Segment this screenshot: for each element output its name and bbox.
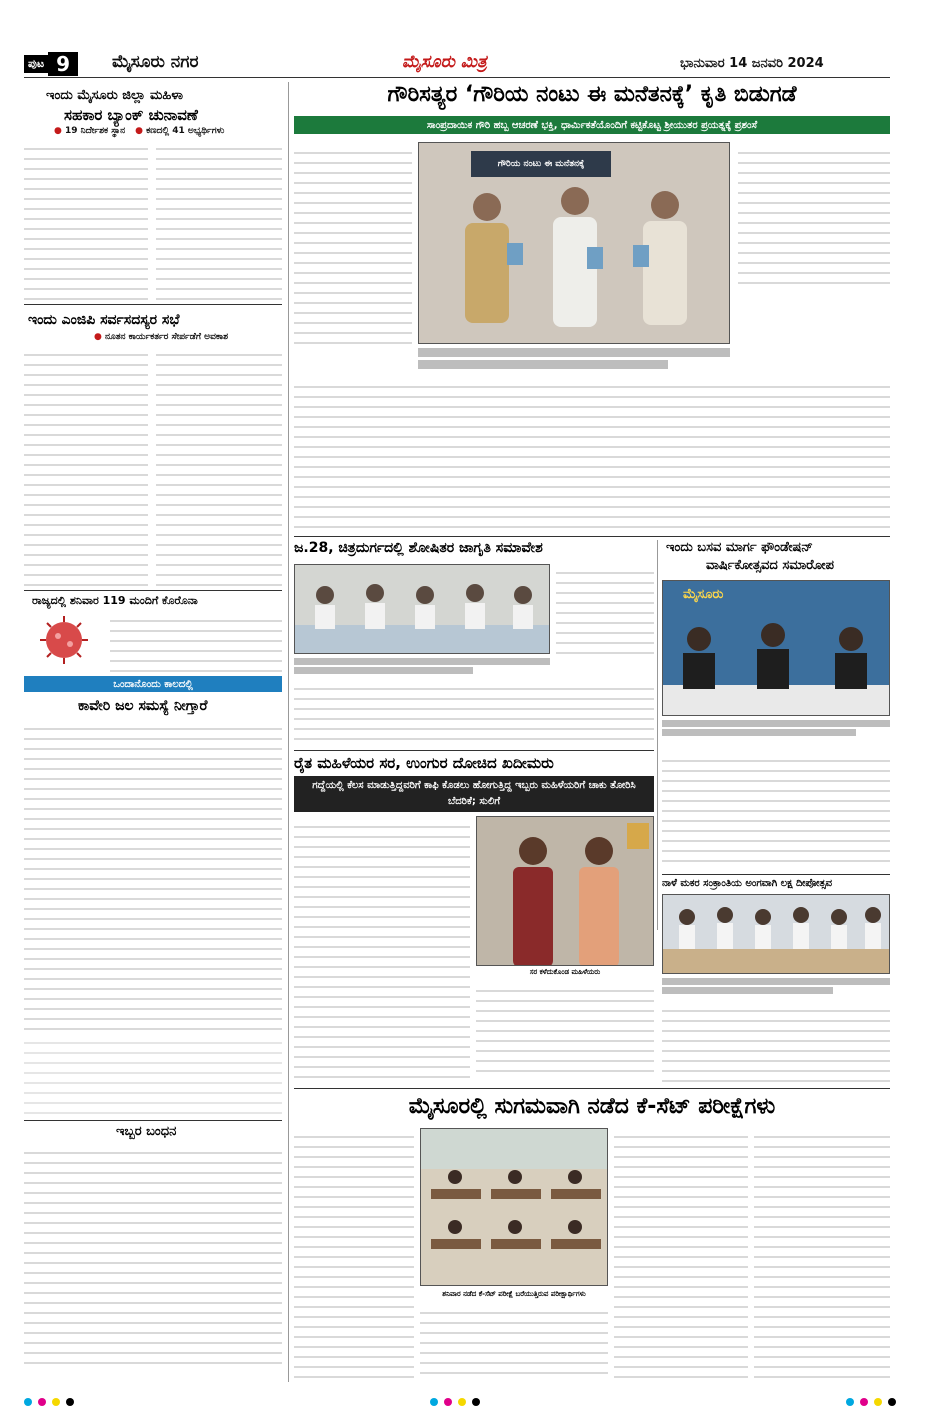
lead-deck: ಸಾಂಪ್ರದಾಯಿಕ ಗೌರಿ ಹಬ್ಬ ಆಚರಣೆ ಭಕ್ತಿ, ಧಾರ್ಮಿಕತೆಯೊಂದಿಗೆ ಕಟ್ಟಿಕೊಟ್ಟ ಶ್ರೀಯುತರ ಪ್ರಯತ್ನಕ್ಕೆ ಪ್ರಶಂಸೆ: [294, 116, 890, 134]
divider-lead: [294, 536, 890, 537]
story2-subhead: ● ನೂತನ ಕಾರ್ಯಕರ್ತರ ಸೇರ್ಪಡೆಗೆ ಅವಕಾಶ: [94, 332, 229, 342]
story-b-photo: [662, 580, 890, 716]
story3-headline: ರಾಜ್ಯದಲ್ಲಿ ಶನಿವಾರ 119 ಮಂದಿಗೆ ಕೊರೊನಾ: [32, 594, 198, 607]
story3-body: [110, 612, 282, 672]
page-number: 9: [48, 52, 78, 76]
story1-bullet1: 19 ನಿರ್ದೇಶಕ ಸ್ಥಾನ: [65, 126, 126, 136]
story-b-photo-banner: ಮೈಸೂರು: [683, 587, 724, 602]
story-a-body: [294, 680, 654, 744]
gathering-illustration: [663, 895, 890, 974]
divider-3: [24, 1120, 282, 1121]
story-d-caption: [662, 978, 890, 998]
lead-headline: ಗೌರಿಸತ್ಯರ ‘ಗೌರಿಯ ನಂಟು ಈ ಮನೆತನಕ್ಕೆ’ ಕೃತಿ ಬಿಡುಗಡೆ: [387, 82, 797, 107]
story-c-body-right: [476, 982, 654, 1080]
registration-marks-left: [24, 1398, 74, 1406]
story-c-caption: ಸರ ಕಳೆದುಕೊಂಡ ಮಹಿಳೆಯರು: [529, 968, 601, 976]
story4-strap: ಒಂದಾನೊಂದು ಕಾಲದಲ್ಲಿ: [24, 676, 282, 692]
registration-marks-right: [846, 1398, 896, 1406]
story2-headline: ಇಂದು ಎಂಜಿಪಿ ಸರ್ವಸದಸ್ಯರ ಸಭೆ: [28, 312, 180, 328]
bottom-body-col1: [294, 1128, 414, 1380]
left-column: [24, 82, 282, 1382]
story5-body: [24, 1144, 282, 1366]
bottom-photo: [420, 1128, 608, 1286]
black-dot: [472, 1398, 480, 1406]
story1-body-col1: [24, 140, 148, 300]
story-a-body-right: [556, 564, 654, 654]
panel-illustration: [663, 581, 890, 716]
paper-logo: ಮೈಸೂರು ಮಿತ್ರ: [402, 52, 487, 72]
story1-bullets: ● 19 ನಿರ್ದೇಶಕ ಸ್ಥಾನ ● ಕಣದಲ್ಲಿ 41 ಅಭ್ಯರ್ಥಿಗಳು: [54, 126, 225, 136]
registration-marks-center: [430, 1398, 480, 1406]
lead-body-col1: [294, 144, 412, 344]
story5-headline: ಇಬ್ಬರ ಬಂಧನ: [116, 1124, 177, 1139]
lead-photo: [418, 142, 730, 344]
cyan-dot: [430, 1398, 438, 1406]
issue-date: ಭಾನುವಾರ 14 ಜನವರಿ 2024: [680, 56, 824, 71]
story-a: [294, 540, 654, 746]
bottom-story: [294, 1094, 890, 1384]
divider-bottom: [294, 1088, 890, 1089]
story-c-body-left: [294, 818, 470, 1080]
story2-subhead-text: ನೂತನ ಕಾರ್ಯಕರ್ತರ ಸೇರ್ಪಡೆಗೆ ಅವಕಾಶ: [105, 332, 229, 342]
story1-headline: ಸಹಕಾರ ಬ್ಯಾಂಕ್ ಚುನಾವಣೆ: [64, 106, 198, 124]
story-a-caption: [294, 658, 550, 676]
lead-photo-banner: ಗೌರಿಯ ನಂಟು ಈ ಮನೆತನಕ್ಕೆ: [471, 151, 611, 177]
story-d-headline: ನಾಳೆ ಮಕರ ಸಂಕ್ರಾಂತಿಯ ಅಂಗವಾಗಿ ಲಕ್ಷ ದೀಪೋತ್ಸವ: [662, 878, 833, 889]
magenta-dot: [38, 1398, 46, 1406]
women-illustration: [477, 817, 654, 966]
cyan-dot: [846, 1398, 854, 1406]
story-c: [294, 754, 654, 1084]
masthead: [0, 0, 945, 78]
story4-headline: ಕಾವೇರಿ ಜಲ ಸಮಸ್ಯೆ ನೀಗ್ತಾರೆ: [78, 698, 208, 714]
story2-body-col2: [156, 346, 282, 586]
column-divider-mid: [657, 540, 658, 930]
cyan-dot: [24, 1398, 32, 1406]
column-divider-left: [288, 82, 289, 1382]
story1-body-col2: [156, 140, 282, 300]
page-number-box: [24, 52, 104, 76]
coronavirus-image: [24, 612, 104, 668]
story-d-body: [662, 1002, 890, 1082]
story1-bullet2: ಕಣದಲ್ಲಿ 41 ಅಭ್ಯರ್ಥಿಗಳು: [146, 126, 225, 136]
lead-body-lower: [294, 378, 890, 528]
story1-kicker: ಇಂದು ಮೈಸೂರು ಜಿಲ್ಲಾ ಮಹಿಳಾ: [46, 88, 183, 103]
masthead-rule: [24, 77, 890, 78]
lead-story: [294, 82, 890, 532]
bottom-body-col2: [420, 1304, 608, 1380]
divider-2: [24, 590, 282, 591]
story2-body-col1: [24, 346, 148, 586]
story-d: [662, 878, 890, 1084]
yellow-dot: [52, 1398, 60, 1406]
magenta-dot: [444, 1398, 452, 1406]
meeting-illustration: [295, 565, 550, 654]
lead-body-col3: [738, 144, 890, 284]
story-c-deck: ಗದ್ದೆಯಲ್ಲಿ ಕೆಲಸ ಮಾಡುತ್ತಿದ್ದವರಿಗೆ ಕಾಫಿ ಕೊಡಲು ಹೋಗುತ್ತಿದ್ದ ಇಬ್ಬರು ಮಹಿಳೆಯರಿಗೆ ಚಾಕು ತೋರಿಸಿ ಬೆದರಿಕೆ; ಸುಲಿಗೆ: [294, 776, 654, 812]
coronavirus-icon: [24, 612, 104, 668]
yellow-dot: [458, 1398, 466, 1406]
bottom-body-col3: [614, 1128, 748, 1380]
magenta-dot: [860, 1398, 868, 1406]
divider-story-a: [294, 750, 654, 751]
lead-photo-caption: [418, 348, 730, 376]
section-name: ಮೈಸೂರು ನಗರ: [112, 52, 199, 72]
yellow-dot: [874, 1398, 882, 1406]
story-c-headline: ರೈತ ಮಹಿಳೆಯರ ಸರ, ಉಂಗುರ ದೋಚಿದ ಖದೀಮರು: [294, 754, 554, 772]
story-b-caption: [662, 720, 890, 748]
story-b-headline-2: ವಾರ್ಷಿಕೋತ್ಸವದ ಸಮಾರೋಪ: [706, 558, 834, 573]
divider-story-b: [662, 874, 890, 875]
story-d-photo: [662, 894, 890, 974]
bottom-headline: ಮೈಸೂರಲ್ಲಿ ಸುಗಮವಾಗಿ ನಡೆದ ಕೆ-ಸೆಟ್ ಪರೀಕ್ಷೆಗಳು: [408, 1094, 776, 1119]
black-dot: [888, 1398, 896, 1406]
story-b: [662, 540, 890, 750]
exam-hall-illustration: [421, 1129, 608, 1286]
story-b-body: [662, 752, 890, 870]
story-a-headline: ಜ.28, ಚಿತ್ರದುರ್ಗದಲ್ಲಿ ಶೋಷಿತರ ಜಾಗೃತಿ ಸಮಾವೇಶ: [294, 540, 543, 556]
story4-body: [24, 720, 282, 1030]
page-label: ಪುಟ: [24, 55, 48, 73]
story-a-photo: [294, 564, 550, 654]
black-dot: [66, 1398, 74, 1406]
divider-1: [24, 304, 282, 305]
story-c-photo: [476, 816, 654, 966]
bottom-body-col4: [754, 1128, 890, 1380]
story-b-headline: ಇಂದು ಬಸವ ಮಾರ್ಗ ಫೌಂಡೇಷನ್: [666, 540, 813, 555]
story4-body-continued: [24, 1034, 282, 1116]
people-illustration: [419, 143, 730, 344]
bottom-caption: ಶನಿವಾರ ನಡೆದ ಕೆ-ಸೆಟ್ ಪರೀಕ್ಷೆ ಬರೆಯುತ್ತಿರುವ ಪರೀಕ್ಷಾರ್ಥಿಗಳು: [442, 1290, 586, 1298]
